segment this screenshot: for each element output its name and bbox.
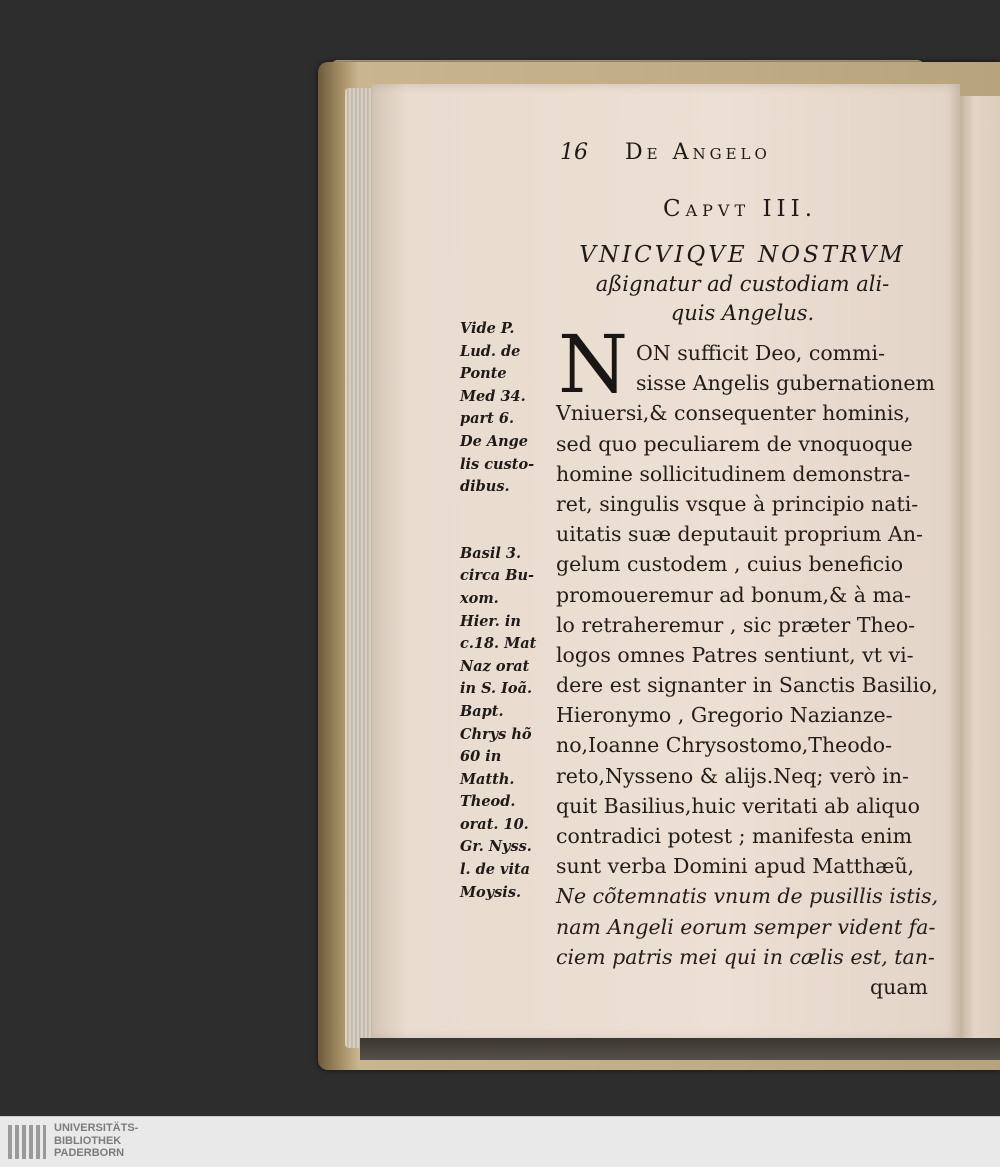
chapter-title-line: quis Angelus. bbox=[670, 301, 815, 325]
catchword: quam bbox=[870, 974, 928, 999]
chapter-title-caps: VNICVIQVE NOSTRVM bbox=[579, 242, 906, 268]
text-line: promoueremur ad bonum,& à ma- bbox=[556, 582, 912, 607]
text-line: sed quo peculiarem de vnoquoque bbox=[556, 431, 913, 456]
book-bottom-edge bbox=[360, 1038, 1000, 1060]
text-line: dere est signanter in Sanctis Basilio, bbox=[556, 673, 939, 698]
text-line: sunt verba Domini apud Matthæũ, bbox=[556, 854, 915, 879]
text-line: no,Ioanne Chrysostomo,Theodo- bbox=[556, 733, 893, 758]
text-line: contradici potest ; manifesta enim bbox=[556, 824, 913, 848]
text-line-italic: nam Angeli eorum semper vident fa- bbox=[556, 914, 936, 939]
text-line: uitatis suæ deputauit proprium An- bbox=[556, 522, 923, 547]
margin-note-line: Moysis. bbox=[460, 883, 522, 901]
text-line: sisse Angelis gubernationem bbox=[636, 371, 935, 396]
text-line-italic: ciem patris mei qui in cælis est, tan- bbox=[556, 944, 935, 969]
margin-note-line: circa Bu- bbox=[460, 567, 535, 585]
margin-note-line: Chrys hõ bbox=[460, 725, 532, 743]
margin-note-line: De Ange bbox=[460, 432, 529, 450]
text-line: ON sufficit Deo, commi- bbox=[636, 341, 886, 365]
margin-note-line: l. de vita bbox=[460, 861, 531, 879]
margin-note-line: Hier. in bbox=[460, 612, 521, 630]
margin-notes bbox=[460, 318, 550, 904]
margin-note-gap bbox=[460, 499, 550, 543]
body-text bbox=[556, 338, 939, 1002]
margin-note-line: Ponte bbox=[460, 365, 507, 383]
library-footer bbox=[0, 1116, 1000, 1167]
chapter-label: Capvt III. bbox=[662, 196, 818, 222]
text-line: Hieronymo , Gregorio Nazianze- bbox=[556, 703, 893, 728]
margin-note-line: Lud. de bbox=[460, 342, 521, 360]
text-line: ret, singulis vsque à principio nati- bbox=[556, 491, 919, 516]
margin-note-line: part 6. bbox=[460, 410, 515, 428]
library-name-line: UNIVERSITÄTS- bbox=[54, 1122, 139, 1134]
margin-note-line: Bapt. bbox=[460, 702, 504, 720]
running-head bbox=[560, 140, 860, 174]
text-line: lo retraheremur , sic præter Theo- bbox=[556, 612, 916, 637]
facing-page-edge bbox=[958, 96, 1000, 1042]
margin-note-line: in S. Ioã. bbox=[460, 680, 533, 698]
page-number: 16 bbox=[560, 140, 588, 165]
margin-note-line: dibus. bbox=[460, 478, 510, 496]
chapter-title-line: aßignatur ad custodiam ali- bbox=[595, 272, 890, 296]
library-name-line: BIBLIOTHEK bbox=[54, 1134, 122, 1147]
running-head-title: De Angelo bbox=[625, 140, 771, 165]
text-line: reto,Nysseno & alijs.Neq; verò in- bbox=[556, 763, 909, 788]
margin-note-line: Vide P. bbox=[460, 320, 515, 337]
margin-note-line: xom. bbox=[460, 589, 499, 607]
text-line: logos omnes Patres sentiunt, vt vi- bbox=[556, 642, 914, 667]
library-logo-icon bbox=[8, 1125, 46, 1159]
margin-note-line: Theod. bbox=[460, 793, 516, 811]
margin-note-line: Naz orat bbox=[460, 657, 530, 675]
text-line: quit Basilius,huic veritati ab aliquo bbox=[556, 793, 921, 818]
margin-note-line: orat. 10. bbox=[460, 815, 529, 833]
library-name bbox=[54, 1122, 138, 1160]
margin-note-line: lis custo- bbox=[460, 455, 535, 473]
margin-note-line: 60 in bbox=[460, 748, 502, 766]
text-line: gelum custodem , cuius beneficio bbox=[556, 552, 904, 577]
margin-note-line: Gr. Nyss. bbox=[460, 838, 532, 856]
text-line: Vniuersi,& consequenter hominis, bbox=[556, 401, 911, 426]
margin-note-line: c.18. Mat bbox=[460, 635, 537, 653]
text-line: homine sollicitudinem demonstra- bbox=[556, 461, 911, 486]
library-name-line: PADERBORN bbox=[54, 1147, 125, 1159]
drop-cap: N bbox=[558, 318, 628, 411]
margin-note-line: Basil 3. bbox=[460, 544, 522, 562]
margin-note-line: Med 34. bbox=[460, 387, 526, 405]
text-line-italic: Ne cõtemnatis vnum de pusillis istis, bbox=[556, 884, 939, 909]
margin-note-line: Matth. bbox=[460, 770, 515, 788]
chapter-title bbox=[555, 240, 930, 328]
